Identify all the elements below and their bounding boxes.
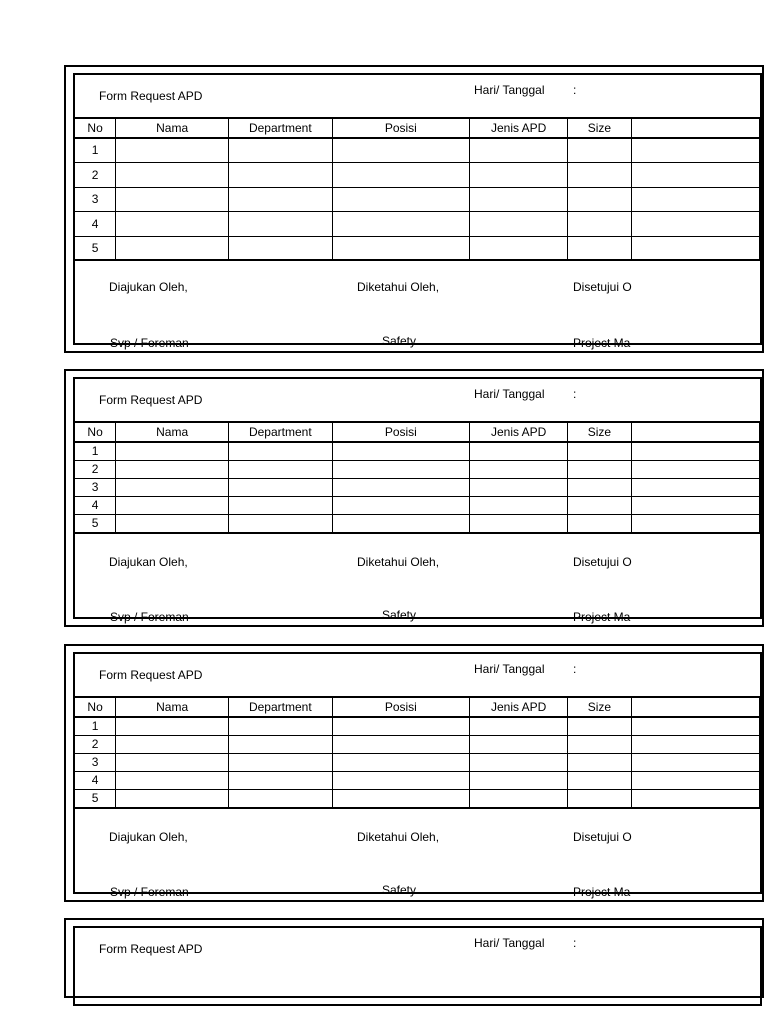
department-cell[interactable] (229, 496, 332, 514)
submitted-by-label: Diajukan Oleh, (109, 280, 188, 294)
submitted-by-label: Diajukan Oleh, (109, 555, 188, 569)
size-cell[interactable] (568, 478, 631, 496)
table-header-row (75, 422, 760, 442)
extra-cell[interactable] (631, 496, 759, 514)
column-header-department: Department (229, 422, 332, 442)
size-cell[interactable] (568, 789, 631, 808)
posisi-cell[interactable] (332, 460, 470, 478)
acknowledger-role: Safety (382, 608, 417, 622)
row-number: 5 (75, 514, 116, 533)
form-title: Form Request APD (99, 942, 203, 956)
acknowledged-by-label: Diketahui Oleh, (357, 555, 440, 569)
column-header-size: Size (568, 422, 631, 442)
form-inner-border (73, 652, 762, 899)
nama-cell[interactable] (116, 460, 229, 478)
posisi-cell[interactable] (332, 138, 470, 162)
table-row (75, 735, 760, 753)
nama-cell[interactable] (116, 478, 229, 496)
row-number: 1 (75, 442, 116, 460)
form-request-apd-partial (64, 918, 764, 998)
request-table (75, 696, 760, 809)
acknowledger-role: Safety (382, 883, 417, 897)
row-number: 4 (75, 771, 116, 789)
jenis-apd-cell[interactable] (470, 187, 568, 211)
nama-cell[interactable] (116, 753, 229, 771)
row-number: 5 (75, 789, 116, 808)
row-number: 4 (75, 496, 116, 514)
approved-by-label: Disetujui O (573, 280, 632, 294)
size-cell[interactable] (568, 187, 631, 211)
approver-role: Project Ma (573, 610, 631, 624)
column-header-size: Size (568, 697, 631, 717)
request-table (75, 421, 760, 534)
posisi-cell[interactable] (332, 236, 470, 260)
column-header-no: No (75, 118, 116, 138)
form-inner-border (73, 73, 762, 350)
approved-by-label: Disetujui O (573, 830, 632, 844)
column-header-department: Department (229, 118, 332, 138)
jenis-apd-cell[interactable] (470, 211, 568, 236)
jenis-apd-cell[interactable] (470, 442, 568, 460)
jenis-apd-cell[interactable] (470, 236, 568, 260)
table-header-row (75, 697, 760, 717)
jenis-apd-cell[interactable] (470, 138, 568, 162)
nama-cell[interactable] (116, 442, 229, 460)
size-cell[interactable] (568, 514, 631, 533)
form-title: Form Request APD (99, 89, 203, 103)
row-number: 2 (75, 460, 116, 478)
extra-cell[interactable] (631, 442, 759, 460)
size-cell[interactable] (568, 771, 631, 789)
extra-cell[interactable] (631, 211, 759, 236)
size-cell[interactable] (568, 460, 631, 478)
nama-cell[interactable] (116, 162, 229, 187)
jenis-apd-cell[interactable] (470, 496, 568, 514)
form-request-apd (64, 644, 764, 902)
request-table (75, 117, 760, 261)
approved-by-label: Disetujui O (573, 555, 632, 569)
extra-cell[interactable] (631, 735, 759, 753)
department-cell[interactable] (229, 211, 332, 236)
jenis-apd-cell[interactable] (470, 717, 568, 735)
extra-cell[interactable] (631, 753, 759, 771)
department-cell[interactable] (229, 514, 332, 533)
approver-role: Project Ma (573, 885, 631, 899)
form-inner-border (73, 926, 762, 1006)
row-number: 2 (75, 735, 116, 753)
extra-cell[interactable] (631, 478, 759, 496)
submitter-role: Svp / Foreman (110, 610, 189, 624)
acknowledged-by-label: Diketahui Oleh, (357, 830, 440, 844)
jenis-apd-cell[interactable] (470, 771, 568, 789)
department-cell[interactable] (229, 442, 332, 460)
posisi-cell[interactable] (332, 496, 470, 514)
table-row (75, 496, 760, 514)
nama-cell[interactable] (116, 236, 229, 260)
department-cell[interactable] (229, 717, 332, 735)
column-header-jenis-apd: Jenis APD (470, 422, 568, 442)
form-request-apd (64, 369, 764, 627)
table-row (75, 460, 760, 478)
extra-cell[interactable] (631, 460, 759, 478)
column-header-posisi: Posisi (332, 118, 470, 138)
table-row (75, 753, 760, 771)
date-colon: : (573, 662, 577, 676)
table-row (75, 442, 760, 460)
posisi-cell[interactable] (332, 442, 470, 460)
column-header-empty (631, 697, 759, 717)
table-row (75, 789, 760, 808)
nama-cell[interactable] (116, 187, 229, 211)
column-header-nama: Nama (116, 422, 229, 442)
row-number: 1 (75, 138, 116, 162)
date-colon: : (573, 936, 577, 950)
extra-cell[interactable] (631, 236, 759, 260)
column-header-department: Department (229, 697, 332, 717)
form-title: Form Request APD (99, 393, 203, 407)
extra-cell[interactable] (631, 138, 759, 162)
posisi-cell[interactable] (332, 514, 470, 533)
table-row (75, 138, 760, 162)
submitter-role: Svp / Foreman (110, 336, 189, 350)
table-row (75, 717, 760, 735)
posisi-cell[interactable] (332, 753, 470, 771)
table-header-row (75, 118, 760, 138)
column-header-jenis-apd: Jenis APD (470, 697, 568, 717)
nama-cell[interactable] (116, 717, 229, 735)
nama-cell[interactable] (116, 735, 229, 753)
row-number: 1 (75, 717, 116, 735)
extra-cell[interactable] (631, 162, 759, 187)
nama-cell[interactable] (116, 789, 229, 808)
posisi-cell[interactable] (332, 478, 470, 496)
table-row (75, 478, 760, 496)
approver-role: Project Ma (573, 336, 631, 350)
date-label: Hari/ Tanggal (474, 83, 545, 97)
size-cell[interactable] (568, 211, 631, 236)
extra-cell[interactable] (631, 771, 759, 789)
row-number: 3 (75, 187, 116, 211)
nama-cell[interactable] (116, 496, 229, 514)
posisi-cell[interactable] (332, 187, 470, 211)
submitter-role: Svp / Foreman (110, 885, 189, 899)
jenis-apd-cell[interactable] (470, 162, 568, 187)
department-cell[interactable] (229, 138, 332, 162)
size-cell[interactable] (568, 138, 631, 162)
department-cell[interactable] (229, 771, 332, 789)
nama-cell[interactable] (116, 138, 229, 162)
row-number: 5 (75, 236, 116, 260)
size-cell[interactable] (568, 496, 631, 514)
jenis-apd-cell[interactable] (470, 753, 568, 771)
department-cell[interactable] (229, 789, 332, 808)
column-header-nama: Nama (116, 118, 229, 138)
column-header-posisi: Posisi (332, 697, 470, 717)
table-row (75, 187, 760, 211)
extra-cell[interactable] (631, 187, 759, 211)
form-inner-border (73, 377, 762, 624)
acknowledger-role: Safety (382, 334, 417, 348)
extra-cell[interactable] (631, 789, 759, 808)
nama-cell[interactable] (116, 771, 229, 789)
column-header-size: Size (568, 118, 631, 138)
department-cell[interactable] (229, 187, 332, 211)
size-cell[interactable] (568, 735, 631, 753)
posisi-cell[interactable] (332, 717, 470, 735)
size-cell[interactable] (568, 442, 631, 460)
posisi-cell[interactable] (332, 162, 470, 187)
date-label: Hari/ Tanggal (474, 662, 545, 676)
posisi-cell[interactable] (332, 735, 470, 753)
column-header-jenis-apd: Jenis APD (470, 118, 568, 138)
date-colon: : (573, 387, 577, 401)
submitted-by-label: Diajukan Oleh, (109, 830, 188, 844)
jenis-apd-cell[interactable] (470, 514, 568, 533)
row-number: 4 (75, 211, 116, 236)
date-colon: : (573, 83, 577, 97)
nama-cell[interactable] (116, 514, 229, 533)
posisi-cell[interactable] (332, 771, 470, 789)
table-row (75, 236, 760, 260)
column-header-empty (631, 422, 759, 442)
department-cell[interactable] (229, 460, 332, 478)
column-header-no: No (75, 422, 116, 442)
department-cell[interactable] (229, 236, 332, 260)
jenis-apd-cell[interactable] (470, 478, 568, 496)
acknowledged-by-label: Diketahui Oleh, (357, 280, 440, 294)
size-cell[interactable] (568, 162, 631, 187)
table-row (75, 211, 760, 236)
posisi-cell[interactable] (332, 211, 470, 236)
extra-cell[interactable] (631, 514, 759, 533)
form-request-apd (64, 65, 764, 353)
department-cell[interactable] (229, 162, 332, 187)
table-row (75, 162, 760, 187)
row-number: 3 (75, 753, 116, 771)
table-row (75, 771, 760, 789)
column-header-posisi: Posisi (332, 422, 470, 442)
form-title: Form Request APD (99, 668, 203, 682)
column-header-no: No (75, 697, 116, 717)
extra-cell[interactable] (631, 717, 759, 735)
nama-cell[interactable] (116, 211, 229, 236)
department-cell[interactable] (229, 753, 332, 771)
jenis-apd-cell[interactable] (470, 735, 568, 753)
jenis-apd-cell[interactable] (470, 789, 568, 808)
column-header-empty (631, 118, 759, 138)
department-cell[interactable] (229, 478, 332, 496)
size-cell[interactable] (568, 236, 631, 260)
size-cell[interactable] (568, 753, 631, 771)
size-cell[interactable] (568, 717, 631, 735)
row-number: 3 (75, 478, 116, 496)
posisi-cell[interactable] (332, 789, 470, 808)
column-header-nama: Nama (116, 697, 229, 717)
table-row (75, 514, 760, 533)
date-label: Hari/ Tanggal (474, 936, 545, 950)
date-label: Hari/ Tanggal (474, 387, 545, 401)
jenis-apd-cell[interactable] (470, 460, 568, 478)
row-number: 2 (75, 162, 116, 187)
department-cell[interactable] (229, 735, 332, 753)
